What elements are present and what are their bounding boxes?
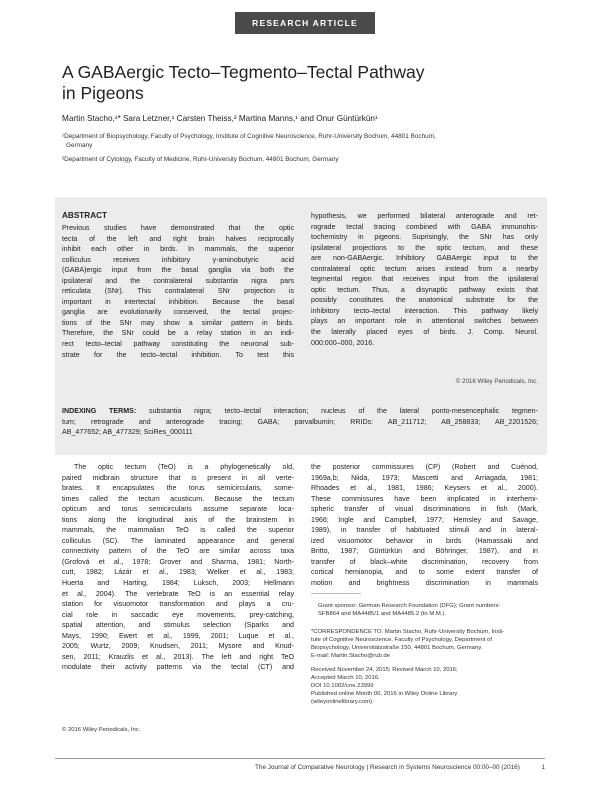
abstract-right-line: 000:000–000, 2016. xyxy=(311,338,375,347)
indexing-text-1: substantia nigra; tecto–tectal interaction; nucleus of the lateral ponto-mesencephalic tegmen- xyxy=(136,407,538,415)
abstract-right-line: rograde tectal tracing combined with GABA immunohis- xyxy=(311,222,538,231)
abstract-right-line: optic tectum. Thus, a disynaptic pathway exists that xyxy=(311,285,538,294)
abstract-left-line: ipsilateral and the contralateral substantia nigra pars xyxy=(62,276,294,285)
body-right-line: the posterior commissures (CP) (Robert and Cuénod, xyxy=(311,463,538,471)
body-left-line: station for visuomotor transformation and plays a cru- xyxy=(62,600,294,609)
abstract-left-line: colliculus receives inhibitory γ-aminobutyric acid xyxy=(62,255,294,264)
abstract-left-line: important in intertectal inhibition. Because the basal xyxy=(62,297,294,306)
article-type-banner: RESEARCH ARTICLE xyxy=(235,12,375,34)
footnote-divider xyxy=(311,593,361,594)
left-column-copyright: © 2016 Wiley Periodicals, Inc. xyxy=(62,727,141,733)
correspondence-line-1: *CORRESPONDENCE TO: Martin Stacho, Ruhr-University Bochum, Insti- xyxy=(311,629,505,635)
abstract-right-line: tegmental region that receives input from the ipsilateral xyxy=(311,275,538,284)
body-left-column xyxy=(62,462,294,673)
abstract-left-line: reticulata (SNr). This contralateral SNr projection is xyxy=(62,287,294,296)
body-right-line: ized visuomotor behavior in birds (Hamassaki and xyxy=(311,536,538,545)
dates-line-5: (wileyonlinelibrary.com). xyxy=(311,699,374,705)
body-right-line: cortical hemianopia, and to some extent transfer of xyxy=(311,568,538,577)
abstract-right-line: hypothesis, we performed bilateral anterograde and ret- xyxy=(311,212,538,220)
body-left-line: The optic tectum (TeO) is a phylogenetically old, xyxy=(74,463,294,471)
page-number: 1 xyxy=(541,764,545,771)
body-left-line: Huerta and Harting, 1984; Luksch, 2003; Hellmann xyxy=(62,579,294,588)
dates-line-1: Received November 24, 2015; Revised March 10, 2016; xyxy=(311,667,458,673)
page-footer xyxy=(55,764,545,771)
correspondence-line-3: Biopsychology, Universitätsstraße 150, 44801 Bochum, Germany. xyxy=(311,645,483,651)
body-right-line: motion and brightness discrimination in mammals xyxy=(311,579,538,588)
title-line-1: A GABAergic Tecto–Tegmento–Tectal Pathway xyxy=(62,62,425,82)
body-left-line: connectivity pattern of the TeO are similar across taxa xyxy=(62,547,294,556)
abstract-right-column xyxy=(311,211,538,348)
abstract-left-line: (GABA)ergic input from the basal ganglia via both the xyxy=(62,266,294,275)
body-left-line: cutt, 1982; Lázár et al., 1983; Welker et al., 1983; xyxy=(62,568,294,577)
abstract-copyright: © 2016 Wiley Periodicals, Inc. xyxy=(455,378,538,385)
body-left-line: Mays, 1990; Ewert et al., 1999, 2001; Luque et al., xyxy=(62,631,294,640)
body-right-line: These commissures have been implicated in interhemi- xyxy=(311,494,538,503)
indexing-terms xyxy=(62,406,538,438)
body-left-line: 2005; Wurtz, 2009; Knudsen, 2011; Mysore and Knud- xyxy=(62,642,294,651)
affiliation-1-line-2: Germany xyxy=(66,142,93,149)
body-left-line: cial role in saccadic eye movements, prey-catching, xyxy=(62,610,294,619)
body-left-line: opticum and torus semicircularis assume separate loca- xyxy=(62,505,294,514)
grant-footnote xyxy=(318,602,540,618)
abstract-heading: ABSTRACT xyxy=(62,211,108,220)
abstract-left-line: rect tecto–tectal pathway constituting the neuronal sub- xyxy=(62,340,294,349)
correspondence-line-2: tute of Cognitive Neuroscience, Faculty of Psychology, Department of xyxy=(311,637,492,643)
indexing-line-3: AB_477652; AB_477329; SciRes_000111 xyxy=(62,428,193,437)
body-left-line: brates. It encapsulates the torus semicircularis, some- xyxy=(62,484,294,493)
body-left-line: times called the tectum acusticum. Because the tectum xyxy=(62,494,294,503)
author-list: Martin Stacho,¹* Sara Letzner,¹ Carsten Theiss,² Martina Manns,¹ and Onur Güntürkün¹ xyxy=(62,114,378,123)
affiliation-1 xyxy=(62,132,542,150)
abstract-left-line: Therefore, the SNr could be a relay station in an indi- xyxy=(62,329,294,338)
body-left-line: spatial attention, and stimulus selection (Sparks and xyxy=(62,621,294,630)
abstract-left-line: inhibit each other in birds. In mammals, the superior xyxy=(62,245,294,254)
body-left-line: tions along the longitudinal axis of the brainstem in xyxy=(62,515,294,524)
body-left-line: modulate their activity patterns via the tectal (CT) and xyxy=(62,663,294,672)
indexing-line-1 xyxy=(62,406,538,417)
body-left-line: sen, 2011; Krauzlis et al., 2013). The left and right TeO xyxy=(62,652,294,661)
body-right-line: Rhoades et al., 1981, 1986; Keysers et al., 2000). xyxy=(311,484,538,493)
body-left-line: et al., 2004). The vertebrate TeO is an essential relay xyxy=(62,589,294,598)
affiliation-1-line-1: ¹Department of Biopsychology, Faculty of Psychology, Institute of Cognitive Neuroscience, Ruhr-University Bochum, 44801 Bochum, xyxy=(62,133,436,140)
correspondence-footnote xyxy=(311,628,541,660)
abstract-left-line: ganglia are evolutionarily conserved, the tectal projec- xyxy=(62,308,294,317)
abstract-left-line: Previous studies have demonstrated that the optic xyxy=(62,224,294,232)
paper-title xyxy=(62,62,522,104)
body-left-line: mammals, the mammalian TeO is called the superior xyxy=(62,526,294,535)
grant-line-1: Grant sponsor: German Research Foundation (DFG); Grant numbers: xyxy=(318,603,501,609)
abstract-left-line: tions of the SNr may show a similar pattern in birds. xyxy=(62,318,294,327)
abstract-right-line: plays an important role in attentional switches between xyxy=(311,317,538,326)
footer-journal: The Journal of Comparative Neurology | Research in Systems Neuroscience 00:00–00 (2016) xyxy=(254,764,520,771)
abstract-right-line: contralateral optic tectum arises instead from a nearby xyxy=(311,264,538,273)
body-right-line: 1969a,b; Niida, 1973; Mascetti and Arriagada, 1981; xyxy=(311,473,538,482)
body-right-line: Britto, 1987; Güntürkün and Böhringer, 1987), and in xyxy=(311,547,538,556)
body-left-line: colliculus (SC). The laminated appearance and general xyxy=(62,536,294,545)
abstract-left-line: strate for the tecto–tectal inhibition. To test this xyxy=(62,350,294,359)
body-left-line: paired midbrain structure that is present in all verte- xyxy=(62,473,294,482)
body-right-line: 1966; Ingle and Campbell, 1977; Hemsley and Savage, xyxy=(311,515,538,524)
body-left-line: (Grofová et al., 1978; Grover and Sharma, 1981; North- xyxy=(62,557,294,566)
abstract-right-line: tochemistry in pigeons. Suprisingly, the SNr has only xyxy=(311,233,538,242)
abstract-right-line: inhibitory tecto–tectal interaction. This pathway likely xyxy=(311,306,538,315)
dates-line-4: Published online Month 00, 2016 in Wiley Online Library xyxy=(311,691,458,697)
indexing-label: INDEXING TERMS: xyxy=(62,407,137,415)
abstract-right-line: possibly constitutes the anatomical substrate for the xyxy=(311,296,538,305)
title-line-2: in Pigeons xyxy=(62,83,144,103)
abstract-left-column xyxy=(62,223,294,360)
affiliation-2-line-1: ²Department of Cytology, Faculty of Medicine, Ruhr-University Bochum, 44801 Bochum, Germany xyxy=(62,156,339,163)
abstract-right-line: ipsilateral projections to the optic tectum, and these xyxy=(311,243,538,252)
footer-rule xyxy=(55,758,545,759)
dates-line-2: Accepted March 10, 2016. xyxy=(311,675,380,681)
dates-line-3: DOI 10.1002/cne.23999 xyxy=(311,683,374,689)
abstract-right-line: the laterally placed eyes of birds. J. Comp. Neurol. xyxy=(311,328,538,337)
body-right-line: 1989), in transfer of habituated stimuli and in lateral- xyxy=(311,526,538,535)
affiliation-2 xyxy=(62,155,542,164)
grant-line-2: SFB864 and MA4485/1 and MA4485.2 (to M.M.). xyxy=(318,611,447,617)
correspondence-line-4: E-mail: Martin.Stacho@rub.de xyxy=(311,653,390,659)
abstract-right-line: are non-GABAergic. Inhibitory GABAergic input to the xyxy=(311,254,538,263)
indexing-line-2: tum; retrograde and anterograde tracing; GABA; parvalbumin; RRIDs: AB_211712; AB_258833; AB_2201526; xyxy=(62,417,538,426)
abstract-left-line: tecta of the left and right brain halves reciprocally xyxy=(62,234,294,243)
dates-footnote xyxy=(311,666,541,706)
body-right-column xyxy=(311,462,538,589)
body-right-line: transfer of black–white discrimination, recovery from xyxy=(311,557,538,566)
body-right-line: spheric transfer of visual discriminations in fish (Mark, xyxy=(311,505,538,514)
